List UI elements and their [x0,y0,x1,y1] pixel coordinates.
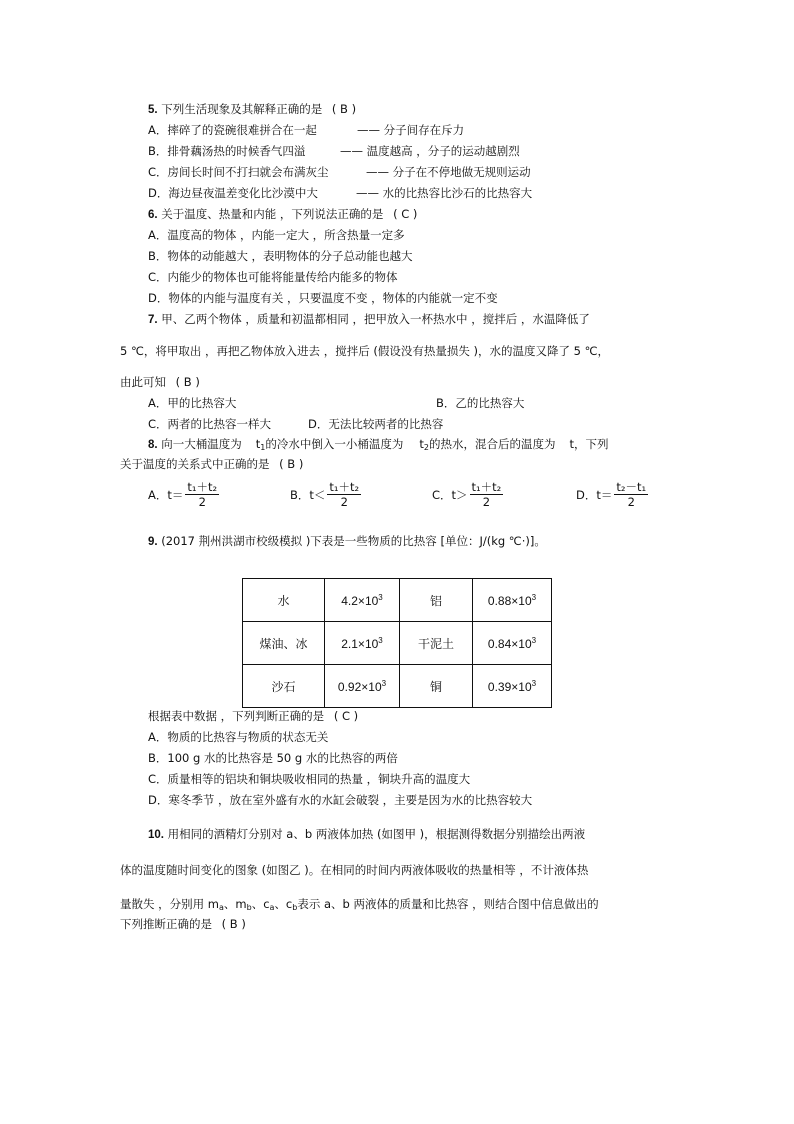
q8-option-b-prefix: B．t＜ [290,487,326,502]
q8-t1-sub: 1 [260,443,266,452]
table-cell: 铜 [400,665,473,708]
q5-option-a-explain: —— 分子间存在斥力 [357,123,465,137]
table-value: 4.2×10 [341,593,379,608]
table-exponent: 3 [531,635,537,645]
q8-option-a-fraction [185,480,219,509]
table-cell [473,665,552,708]
q10-line4 [120,916,246,932]
q8-option-a-denominator: 2 [198,495,206,509]
q9-number: 9. [148,536,158,548]
q5-option-a-label: A．摔碎了的瓷碗很难拼合在一起 [148,123,317,137]
q5-option-c-explain: —— 分子在不停地做无规则运动 [366,165,531,179]
q7-line3 [120,374,200,390]
q10-line3: 量散失 ，分别用 $m_a$、$m_b$、$c_a$、$c_b$表示 a、b 两液体的质量和比热容 ，则结合图中信息做出的 [120,897,599,912]
q7-line1-text: 甲、乙两个物体 ，质量和初温都相同 ，把甲放入一杯热水中 ，搅拌后 ，水温降低了 [161,312,590,326]
q8-number: 8. [148,439,158,451]
table-cell [325,579,400,622]
q9-stem-text: (2017 荆州洪湖市校级模拟 )下表是一些物质的比热容 [单位：J/(kg ℃·)]。 [161,534,546,548]
q8-line2-text: 关于温度的关系式中正确的是 [120,457,270,471]
q8-option-c-fraction [470,480,504,509]
q5-number: 5. [148,104,158,116]
q10-line4-text: 下列推断正确的是 [120,917,212,931]
table-cell: 水 [243,579,325,622]
q8-text-e: 的热水，混合后的温度为 [428,437,556,451]
q10-line3-text: 量散失 ，分别用 m [120,897,220,911]
table-exponent: 3 [531,592,537,602]
q6-stem-text: 关于温度、热量和内能 ，下列说法正确的是 [161,207,384,221]
q6-option-b: B．物体的动能越大 ，表明物体的分子总动能也越大 [148,249,413,263]
q8-option-c-denominator: 2 [482,495,491,509]
q8-t2-sub: 2 [423,443,429,452]
q5-stem-text: 下列生活现象及其解释正确的是 [161,102,323,116]
q8-option-a-prefix: A．t＝ [148,487,184,502]
q6-answer: ( C ) [393,207,418,221]
q8-option-c-prefix: C．t＞ [432,487,468,502]
q8-option-c [432,480,503,509]
q10-line3-rest: 表示 a、b 两液体的质量和比热容 ，则结合图中信息做出的 [297,897,599,911]
table-exponent: 3 [381,678,387,688]
q8-option-a [148,480,219,509]
q8-t1: t [255,437,261,451]
q5-option-d: D．海边昼夜温差变化比沙漠中大 [148,186,318,200]
q10-number: 10. [148,829,164,841]
q8-option-b-numerator: t₁＋t₂ [329,480,360,494]
table-value: 0.92×10 [337,679,382,694]
q8-answer: ( B ) [279,457,304,471]
q8-option-d-numerator: t₂－t₁ [616,480,647,494]
q5-stem [148,101,356,118]
q7-option-a: A．甲的比热容大 [148,396,237,410]
q5-option-c: C．房间长时间不打扫就会布满灰尘 [148,165,329,179]
q7-option-d: D．无法比较两者的比热容 [308,417,444,431]
q9-option-b: B．100 g 水的比热容是 50 g 水的比热容的两倍 [148,751,398,765]
q8-option-a-numerator: t₁＋t₂ [187,480,218,494]
table-cell [473,622,552,665]
q5-answer: ( B ) [331,102,357,116]
table-cell: 沙石 [243,665,325,708]
specific-heat-table [242,578,552,708]
q10-line2: 体的温度随时间变化的图象 (如图乙 )。在相同的时间内两液体吸收的热量相等 ，不计液体热 [120,863,589,877]
table-exponent: 3 [378,592,383,602]
q10-line1 [148,826,585,843]
table-value: 0.84×10 [487,636,532,651]
table-value: 2.1×10 [341,636,379,651]
q9-option-c: C．质量相等的铝块和铜块吸收相同的热量 ，铜块升高的温度大 [148,772,471,786]
q6-option-c: C．内能少的物体也可能将能量传给内能多的物体 [148,270,398,284]
table-cell [473,579,552,622]
q5-option-a [148,122,317,138]
q8-option-d-prefix: D．t＝ [576,487,613,502]
table-cell: 铝 [400,579,473,622]
q8-option-d [576,480,648,509]
q8-text-a: 向一大桶温度为 [161,437,242,451]
table-row [243,622,552,665]
q9-stem [148,533,546,550]
q7-number: 7. [148,314,158,326]
q5-option-b: B．排骨藕汤热的时候香气四溢 [148,144,306,158]
q6-number: 6. [148,209,158,221]
q8-text-c: 的冷水中倒入一小桶温度为 [265,437,404,451]
q7-option-c: C．两者的比热容一样大 [148,417,272,431]
q7-line1 [148,311,590,328]
table-row [243,665,552,708]
q8-option-b-denominator: 2 [340,495,348,509]
table-exponent: 3 [531,678,537,688]
q8-option-b [290,480,361,509]
table-value: 0.88×10 [487,593,532,608]
q5-option-b-explain: —— 温度越高 ，分子的运动越剧烈 [340,144,520,158]
q7-option-b: B．乙的比热容大 [436,396,525,410]
q6-option-d: D．物体的内能与温度有关 ，只要温度不变 ，物体的内能就一定不变 [148,291,498,305]
q9-option-d: D．寒冬季节 ，放在室外盛有水的水缸会破裂 ，主要是因为水的比热容较大 [148,793,533,807]
q8-t2: t [419,437,424,451]
q9-option-a: A．物质的比热容与物质的状态无关 [148,730,329,744]
q10-answer: ( B ) [221,917,246,931]
table-row [243,579,552,622]
q9-after [148,708,358,724]
q9-after-text: 根据表中数据 ，下列判断正确的是 [148,709,325,723]
q8-option-c-numerator: t₁＋t₂ [471,480,502,494]
q8-option-d-fraction [614,480,648,509]
q8-line1 [148,436,608,456]
table-exponent: 3 [378,635,383,645]
q7-line2: 5 ℃，将甲取出 ，再把乙物体放入进去 ，搅拌后 (假设没有热量损失 )，水的温度又降了 5 ℃， [120,344,610,358]
q6-option-a: A．温度高的物体 ，内能一定大 ，所含热量一定多 [148,228,405,242]
q7-answer: ( B ) [175,375,200,389]
q10-line1-text: 用相同的酒精灯分别对 a、b 两液体加热 (如图甲 )，根据测得数据分别描绘出两液 [167,827,586,841]
q9-answer: ( C ) [333,709,359,723]
q7-line3-text: 由此可知 [120,375,166,389]
table-cell: 干泥土 [400,622,473,665]
table-cell [325,665,400,708]
q8-option-b-fraction [327,480,361,509]
table-value: 0.39×10 [487,679,532,694]
table-cell: 煤油、冰 [243,622,325,665]
q6-stem [148,206,417,223]
q8-line2 [120,456,303,472]
q8-text-f: t，下列 [569,437,609,451]
q8-option-d-denominator: 2 [627,495,635,509]
table-cell [325,622,400,665]
q5-option-d-explain: —— 水的比热容比沙石的比热容大 [356,186,533,200]
